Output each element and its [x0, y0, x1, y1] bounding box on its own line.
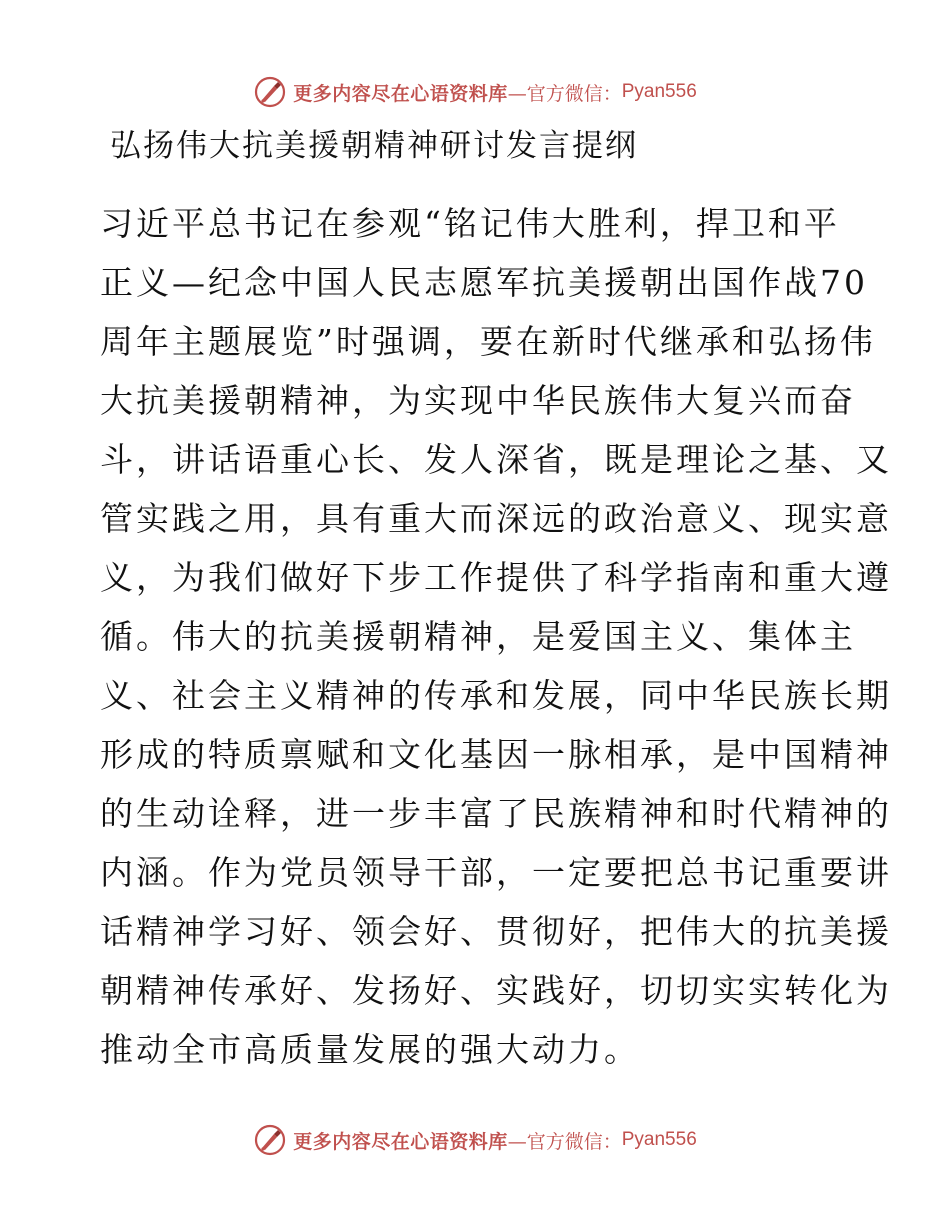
watermark-text: 更多内容尽在心语资料库 [293, 82, 508, 105]
pen-logo-icon [253, 75, 287, 109]
body-line: 推动全市高质量发展的强大动力。 [100, 1030, 640, 1069]
watermark-text: 更多内容尽在心语资料库 [293, 1130, 508, 1153]
watermark-wechat-id: Pyan556 [621, 1129, 697, 1150]
body-line: 内涵。作为党员领导干部，一定要把总书记重要讲 [100, 853, 892, 892]
body-line: 朝精神传承好、发扬好、实践好，切切实实转化为 [100, 971, 892, 1010]
body-line: 周年主题展览”时强调，要在新时代继承和弘扬伟 [100, 322, 876, 361]
body-line: 大抗美援朝精神，为实现中华民族伟大复兴而奋 [100, 381, 856, 420]
document-title: 弘扬伟大抗美援朝精神研讨发言提纲 [110, 128, 638, 164]
body-line: 循。伟大的抗美援朝精神，是爱国主义、集体主 [100, 617, 856, 656]
watermark-separator: —官方微信： [507, 82, 622, 105]
footer-watermark [0, 1120, 950, 1160]
body-line: 形成的特质禀赋和文化基因一脉相承，是中国精神 [100, 735, 892, 774]
body-line: 斗，讲话语重心长、发人深省，既是理论之基、又 [100, 440, 892, 479]
pen-logo-icon [253, 1123, 287, 1157]
body-line: 话精神学习好、领会好、贯彻好，把伟大的抗美援 [100, 912, 892, 951]
body-line: 管实践之用，具有重大而深远的政治意义、现实意 [100, 499, 892, 538]
watermark-separator: —官方微信： [507, 1130, 622, 1153]
watermark-wechat-id: Pyan556 [621, 81, 697, 102]
body-line: 义、社会主义精神的传承和发展，同中华民族长期 [100, 676, 892, 715]
header-watermark [0, 72, 950, 112]
body-line: 的生动诠释，进一步丰富了民族精神和时代精神的 [100, 794, 892, 833]
body-line: 义，为我们做好下步工作提供了科学指南和重大遵 [100, 558, 892, 597]
body-line: 正义—纪念中国人民志愿军抗美援朝出国作战70 [100, 263, 868, 302]
document-body [100, 194, 892, 1079]
body-line: 习近平总书记在参观“铭记伟大胜利，捍卫和平 [100, 204, 840, 243]
